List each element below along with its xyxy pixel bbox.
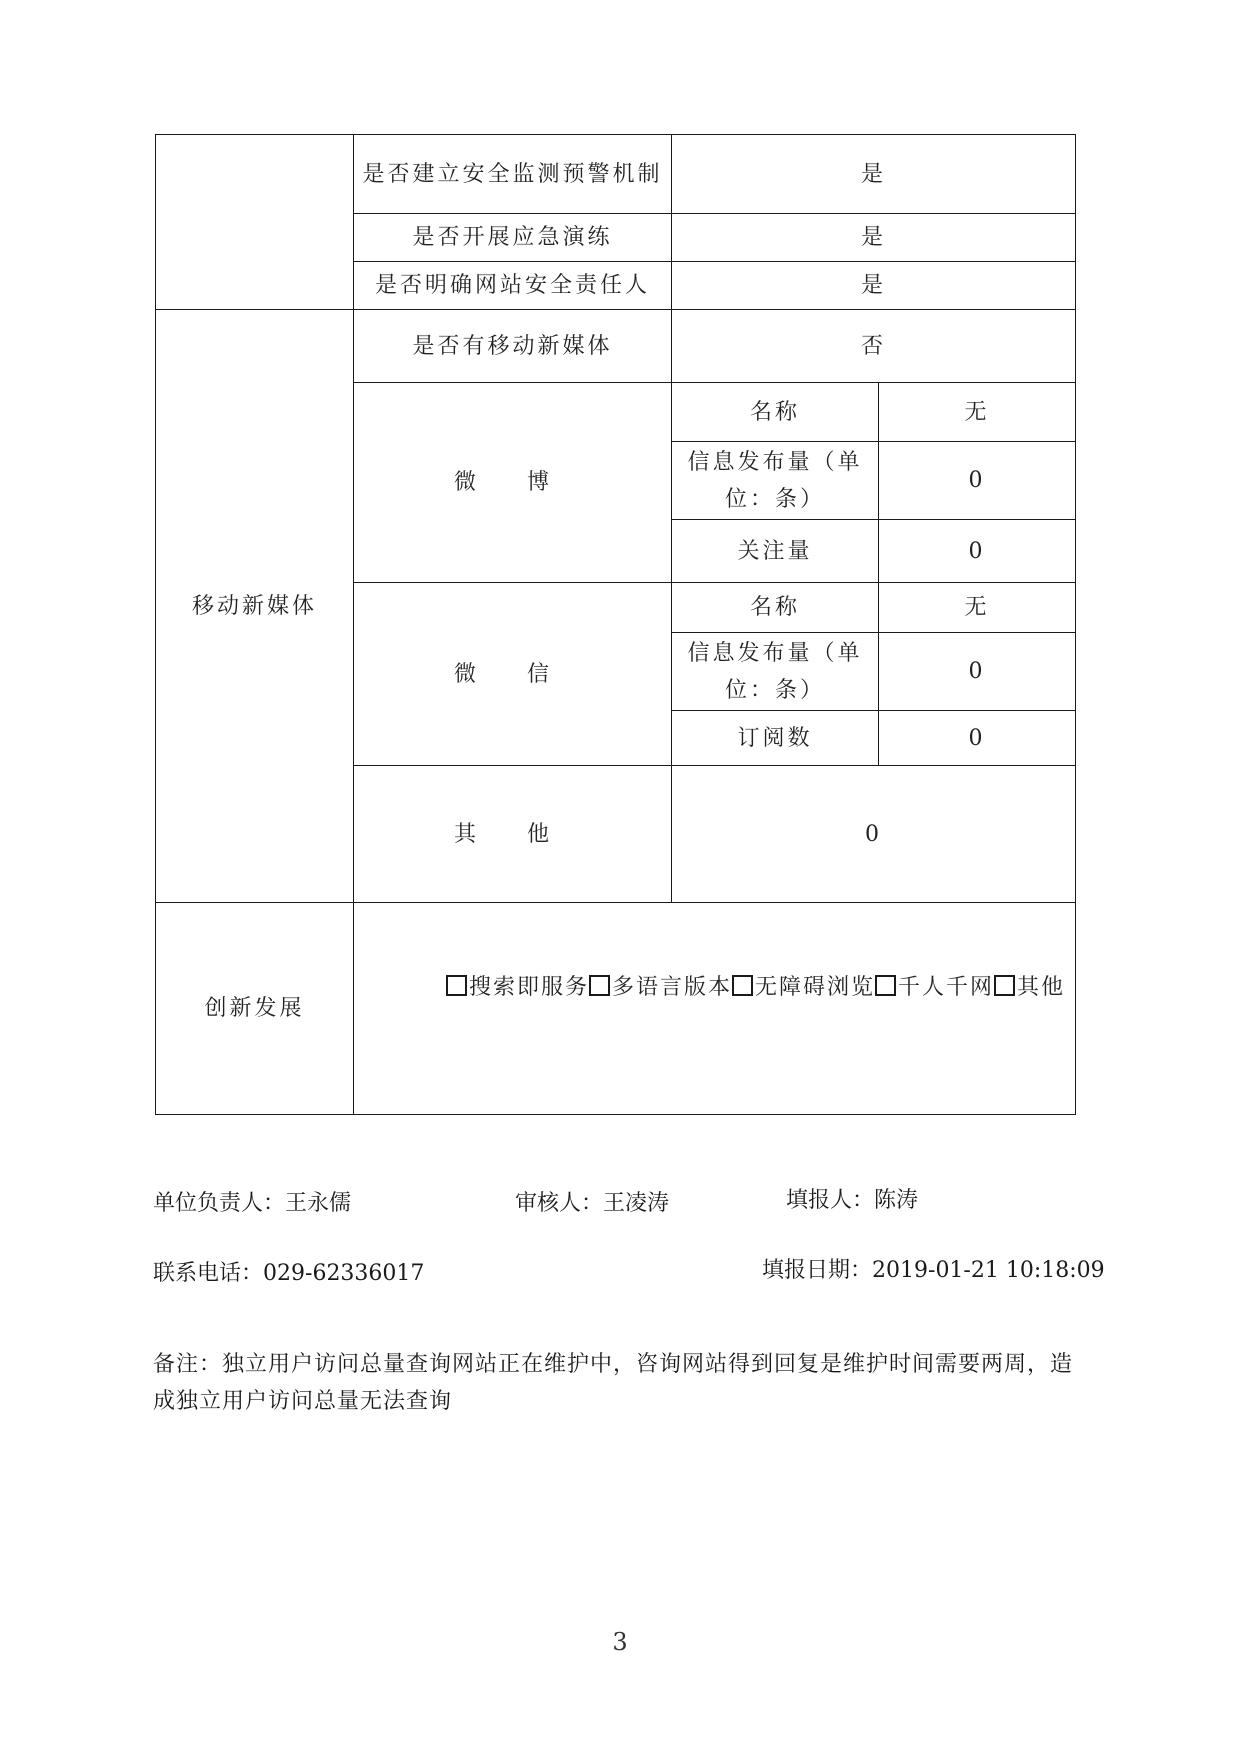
phone-label: 联系电话： xyxy=(153,1261,264,1286)
option-accessibility-label: 无障碍浏览 xyxy=(754,975,875,1000)
reviewer-label: 审核人： xyxy=(515,1191,604,1216)
checkbox-multilingual[interactable] xyxy=(589,975,610,996)
report-table xyxy=(155,134,1076,1115)
innovation-options-cell xyxy=(354,903,1076,1115)
emergency-drill-label: 是否开展应急演练 xyxy=(354,214,672,262)
date-label: 填报日期： xyxy=(762,1258,873,1283)
weixin-subscribers-label: 订阅数 xyxy=(672,711,879,766)
option-search-service-label: 搜索即服务 xyxy=(468,975,589,1000)
note-paragraph: 备注：独立用户访问总量查询网站正在维护中，咨询网站得到回复是维护时间需要两周，造成独立用户访问总量无法查询 xyxy=(153,1352,1074,1414)
weibo-name-value: 无 xyxy=(879,383,1076,442)
weixin-posts-label: 信息发布量（单位：条） xyxy=(672,633,879,711)
unit-head-name: 王永儒 xyxy=(285,1191,352,1216)
security-monitor-label: 是否建立安全监测预警机制 xyxy=(354,135,672,214)
unit-head-label: 单位负责人： xyxy=(153,1191,286,1216)
weibo-name-label: 名称 xyxy=(672,383,879,442)
other-value: 0 xyxy=(672,766,1076,903)
option-multilingual-label: 多语言版本 xyxy=(611,975,732,1000)
weixin-name-label: 名称 xyxy=(672,583,879,633)
table-row xyxy=(156,903,1076,1115)
security-officer-value: 是 xyxy=(672,262,1076,310)
phone-line xyxy=(153,1256,424,1287)
emergency-drill-value: 是 xyxy=(672,214,1076,262)
weibo-posts-label: 信息发布量（单位：条） xyxy=(672,442,879,520)
unit-head-line xyxy=(153,1186,351,1217)
has-mobile-label: 是否有移动新媒体 xyxy=(354,310,672,383)
page-number: 3 xyxy=(612,1628,628,1656)
weibo-posts-value: 0 xyxy=(879,442,1076,520)
filler-name: 陈涛 xyxy=(874,1188,919,1213)
option-personalized-label: 千人千网 xyxy=(897,975,994,1000)
phone-value: 029-62336017 xyxy=(263,1261,425,1286)
innovation-options xyxy=(446,975,1065,1000)
other-label: 其 他 xyxy=(354,766,672,903)
option-other-label: 其他 xyxy=(1017,975,1066,1000)
security-section-cell xyxy=(156,135,354,310)
table-row xyxy=(156,135,1076,214)
reviewer-name: 王凌涛 xyxy=(603,1191,670,1216)
weixin-label: 微 信 xyxy=(354,583,672,766)
filler-label: 填报人： xyxy=(786,1188,875,1213)
security-monitor-value: 是 xyxy=(672,135,1076,214)
checkbox-other[interactable] xyxy=(994,975,1015,996)
weixin-subscribers-value: 0 xyxy=(879,711,1076,766)
has-mobile-value: 否 xyxy=(672,310,1076,383)
filler-line xyxy=(786,1183,918,1214)
innovation-label: 创新发展 xyxy=(156,903,354,1115)
checkbox-search-service[interactable] xyxy=(446,975,467,996)
weibo-followers-label: 关注量 xyxy=(672,520,879,583)
weibo-label: 微 博 xyxy=(354,383,672,583)
date-value: 2019-01-21 10:18:09 xyxy=(872,1258,1105,1283)
weixin-name-value: 无 xyxy=(879,583,1076,633)
reviewer-line xyxy=(515,1186,669,1217)
weixin-posts-value: 0 xyxy=(879,633,1076,711)
checkbox-accessibility[interactable] xyxy=(732,975,753,996)
mobile-section-label: 移动新媒体 xyxy=(156,310,354,903)
table-row xyxy=(156,310,1076,383)
security-officer-label: 是否明确网站安全责任人 xyxy=(354,262,672,310)
checkbox-personalized[interactable] xyxy=(875,975,896,996)
weibo-followers-value: 0 xyxy=(879,520,1076,583)
date-line xyxy=(762,1253,1105,1284)
